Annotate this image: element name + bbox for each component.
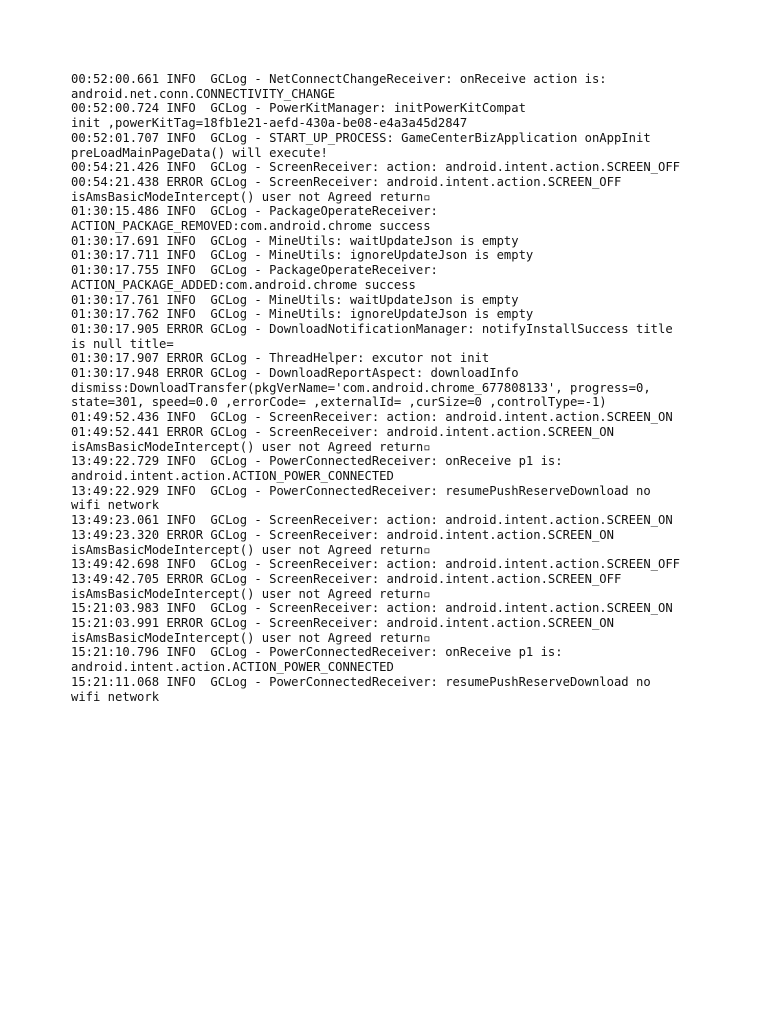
log-line: 15:21:03.991 ERROR GCLog - ScreenReceiver: android.intent.action.SCREEN_ON bbox=[71, 616, 614, 631]
log-line: 00:54:21.426 INFO GCLog - ScreenReceiver: action: android.intent.action.SCREEN_OFF bbox=[71, 160, 681, 175]
log-line: isAmsBasicModeIntercept() user not Agreed return▫ bbox=[71, 542, 431, 557]
log-line: android.intent.action.ACTION_POWER_CONNECTED bbox=[71, 660, 394, 675]
log-line: 01:30:17.907 ERROR GCLog - ThreadHelper: excutor not init bbox=[71, 351, 490, 366]
log-line: wifi network bbox=[71, 498, 160, 513]
log-line: 13:49:42.698 INFO GCLog - ScreenReceiver: action: android.intent.action.SCREEN_OFF bbox=[71, 557, 681, 572]
log-line: 01:30:17.905 ERROR GCLog - DownloadNotificationManager: notifyInstallSuccess title bbox=[71, 321, 673, 336]
log-line: 01:30:17.711 INFO GCLog - MineUtils: ignoreUpdateJson is empty bbox=[71, 248, 534, 263]
log-line: 15:21:03.983 INFO GCLog - ScreenReceiver: action: android.intent.action.SCREEN_ON bbox=[71, 601, 673, 616]
log-line: isAmsBasicModeIntercept() user not Agreed return▫ bbox=[71, 586, 431, 601]
log-line: dismiss:DownloadTransfer(pkgVerName='com.android.chrome_677808133', progress=0, bbox=[71, 380, 651, 395]
log-line: 01:30:17.691 INFO GCLog - MineUtils: waitUpdateJson is empty bbox=[71, 233, 519, 248]
log-line: isAmsBasicModeIntercept() user not Agreed return▫ bbox=[71, 189, 431, 204]
log-line: 01:30:15.486 INFO GCLog - PackageOperateReceiver: bbox=[71, 204, 438, 219]
log-line: 01:30:17.755 INFO GCLog - PackageOperateReceiver: bbox=[71, 263, 438, 278]
log-line: 13:49:23.061 INFO GCLog - ScreenReceiver: action: android.intent.action.SCREEN_ON bbox=[71, 513, 673, 528]
log-line: android.net.conn.CONNECTIVITY_CHANGE bbox=[71, 86, 336, 101]
log-line: 13:49:42.705 ERROR GCLog - ScreenReceiver: android.intent.action.SCREEN_OFF bbox=[71, 571, 622, 586]
log-line: wifi network bbox=[71, 689, 160, 704]
log-line: android.intent.action.ACTION_POWER_CONNECTED bbox=[71, 468, 394, 483]
log-line: 15:21:11.068 INFO GCLog - PowerConnectedReceiver: resumePushReserveDownload no bbox=[71, 674, 651, 689]
log-line: init ,powerKitTag=18fb1e21-aefd-430a-be08-e4a3a45d2847 bbox=[71, 116, 468, 131]
log-line: 01:30:17.761 INFO GCLog - MineUtils: waitUpdateJson is empty bbox=[71, 292, 519, 307]
log-line: 13:49:22.729 INFO GCLog - PowerConnectedReceiver: onReceive p1 is: bbox=[71, 454, 563, 469]
log-line: isAmsBasicModeIntercept() user not Agreed return▫ bbox=[71, 439, 431, 454]
log-line: state=301, speed=0.0 ,errorCode= ,externalId= ,curSize=0 ,controlType=-1) bbox=[71, 395, 607, 410]
log-line: 00:54:21.438 ERROR GCLog - ScreenReceiver: android.intent.action.SCREEN_OFF bbox=[71, 174, 622, 189]
log-line: isAmsBasicModeIntercept() user not Agreed return▫ bbox=[71, 630, 431, 645]
log-line: 13:49:23.320 ERROR GCLog - ScreenReceiver: android.intent.action.SCREEN_ON bbox=[71, 527, 614, 542]
log-line: ACTION_PACKAGE_REMOVED:com.android.chrome success bbox=[71, 219, 431, 234]
log-line: 00:52:00.724 INFO GCLog - PowerKitManager: initPowerKitCompat bbox=[71, 101, 526, 116]
log-line: ACTION_PACKAGE_ADDED:com.android.chrome success bbox=[71, 277, 416, 292]
log-line: 00:52:00.661 INFO GCLog - NetConnectChangeReceiver: onReceive action is: bbox=[71, 72, 607, 86]
log-line: is null title= bbox=[71, 336, 174, 351]
log-line: 01:49:52.441 ERROR GCLog - ScreenReceiver: android.intent.action.SCREEN_ON bbox=[71, 424, 614, 439]
log-line: 13:49:22.929 INFO GCLog - PowerConnectedReceiver: resumePushReserveDownload no bbox=[71, 483, 651, 498]
log-line: 01:30:17.948 ERROR GCLog - DownloadReportAspect: downloadInfo bbox=[71, 366, 519, 381]
log-line: 01:49:52.436 INFO GCLog - ScreenReceiver: action: android.intent.action.SCREEN_ON bbox=[71, 410, 673, 425]
log-line: preLoadMainPageData() will execute! bbox=[71, 145, 328, 160]
log-text-block bbox=[71, 72, 711, 704]
log-line: 00:52:01.707 INFO GCLog - START_UP_PROCESS: GameCenterBizApplication onAppInit bbox=[71, 130, 651, 145]
log-line: 01:30:17.762 INFO GCLog - MineUtils: ignoreUpdateJson is empty bbox=[71, 307, 534, 322]
log-line: 15:21:10.796 INFO GCLog - PowerConnectedReceiver: onReceive p1 is: bbox=[71, 645, 563, 660]
